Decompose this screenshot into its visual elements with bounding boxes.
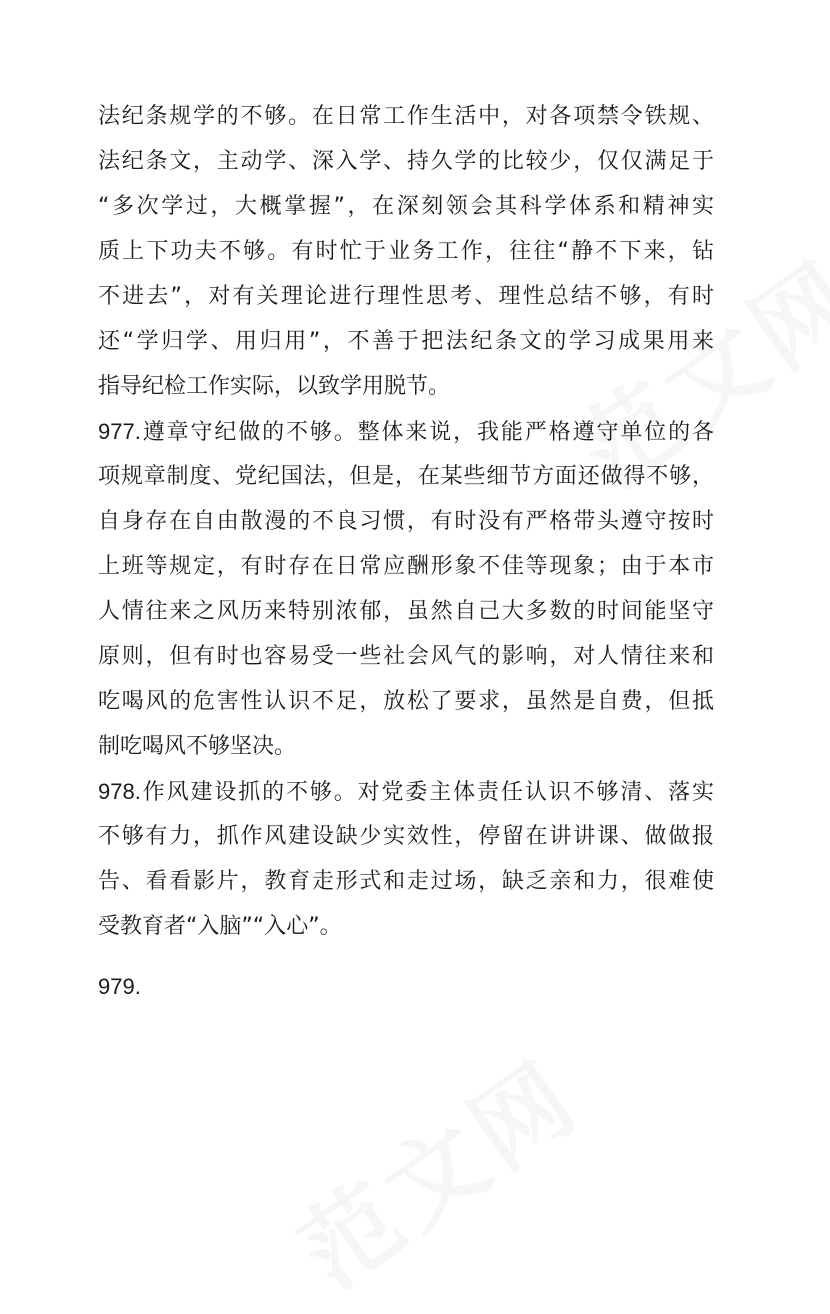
text-line: 制吃喝风不够坚决。 — [98, 734, 297, 759]
item-number: 977. — [98, 419, 141, 444]
paragraph-spacing — [98, 949, 714, 964]
paragraph — [98, 94, 714, 409]
item-number: 978. — [98, 779, 141, 804]
text-line — [98, 409, 714, 454]
text-line: 原则，但有时也容易受一些社会风气的影响，对人情往来和 — [98, 644, 714, 669]
text-line: 法纪条规学的不够。在日常工作生活中，对各项禁令铁规、 — [98, 104, 714, 129]
watermark — [269, 1023, 603, 1314]
text-line: 上班等规定，有时存在日常应酬形象不佳等现象；由于本市 — [98, 554, 714, 579]
document-body — [98, 94, 714, 1009]
text-line: “多次学过，大概掌握”，在深刻领会其科学体系和精神实 — [98, 194, 714, 219]
text-line — [98, 769, 714, 814]
text-line: 项规章制度、党纪国法，但是，在某些细节方面还做得不够， — [98, 464, 714, 489]
text-line: 告、看看影片，教育走形式和走过场，缺乏亲和力，很难使 — [98, 869, 714, 894]
text-line: 人情往来之风历来特别浓郁，虽然自己大多数的时间能坚守 — [98, 599, 714, 624]
text-line: 还“学归学、用归用”，不善于把法纪条文的学习成果用来 — [98, 329, 714, 354]
paragraph-978 — [98, 769, 714, 949]
text-line — [98, 964, 714, 1009]
text-line: 法纪条文，主动学、深入学、持久学的比较少，仅仅满足于 — [98, 149, 714, 174]
paragraph-977 — [98, 409, 714, 769]
text-line: 质上下功夫不够。有时忙于业务工作，往往“静不下来，钻 — [98, 239, 714, 264]
text-line: 自身存在自由散漫的不良习惯，有时没有严格带头遵守按时 — [98, 509, 714, 534]
item-number: 979. — [98, 974, 141, 999]
item-text: 作风建设抓的不够。对党委主体责任认识不够清、落实 — [140, 780, 714, 805]
text-line: 受教育者“入脑”“入心”。 — [98, 914, 342, 939]
text-line: 不进去”，对有关理论进行理性思考、理性总结不够，有时 — [98, 284, 714, 309]
text-line: 吃喝风的危害性认识不足，放松了要求，虽然是自费，但抵 — [98, 689, 714, 714]
text-line: 不够有力，抓作风建设缺少实效性，停留在讲讲课、做做报 — [98, 824, 714, 849]
paragraph-979 — [98, 964, 714, 1009]
text-line: 指导纪检工作实际，以致学用脱节。 — [98, 374, 451, 399]
item-text: 遵章守纪做的不够。整体来说，我能严格遵守单位的各 — [140, 420, 714, 445]
